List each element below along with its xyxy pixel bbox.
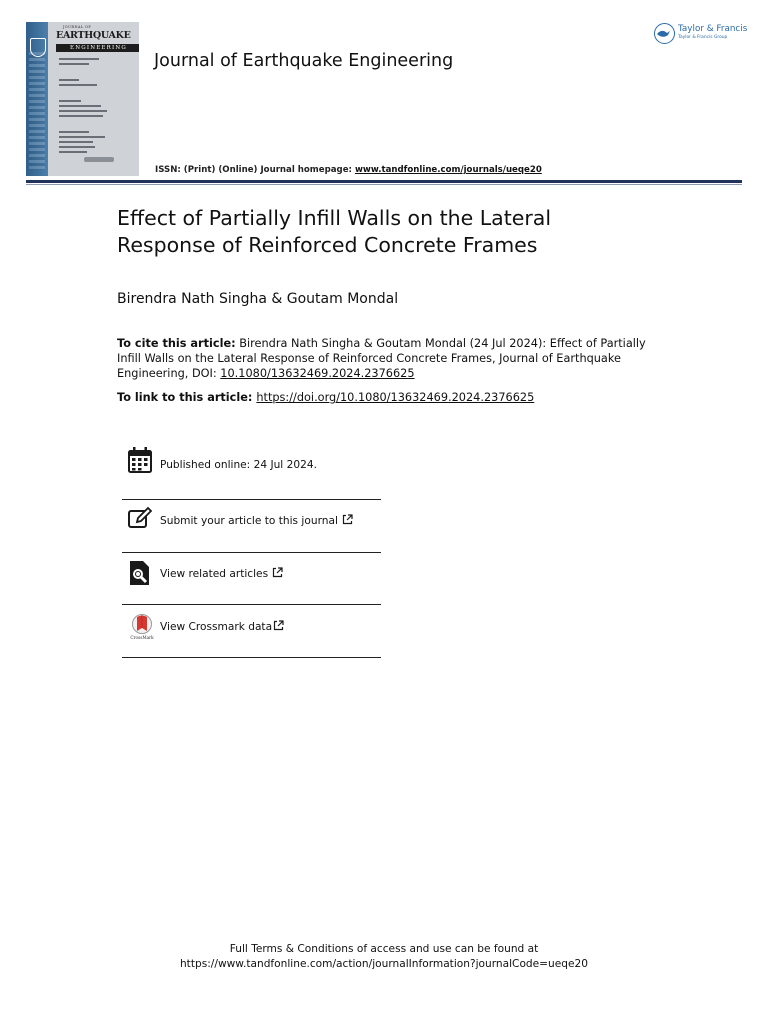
cover-text-lines <box>59 58 119 156</box>
published-online-text: Published online: 24 Jul 2024. <box>160 459 317 471</box>
article-link-line <box>117 391 534 404</box>
footer-terms-text: Full Terms & Conditions of access and use can be found at <box>229 943 539 955</box>
cite-doi-link[interactable]: 10.1080/13632469.2024.2376625 <box>220 367 415 380</box>
header-divider <box>26 180 742 183</box>
citation-block <box>117 336 647 381</box>
calendar-icon <box>128 447 152 473</box>
journal-cover-image <box>26 22 139 176</box>
issn-line <box>155 165 542 175</box>
crossmark-link[interactable] <box>160 620 284 633</box>
crossmark-icon <box>128 614 156 636</box>
submit-article-item[interactable] <box>122 500 381 553</box>
crossmark-logo-text: CrossMark <box>130 635 154 640</box>
crossmark-logo <box>128 614 156 642</box>
cover-title: EARTHQUAKE <box>56 30 131 41</box>
article-doi-link[interactable]: https://doi.org/10.1080/13632469.2024.2376625 <box>256 391 535 404</box>
external-link-icon <box>272 567 283 578</box>
related-articles-link[interactable] <box>160 567 283 580</box>
cite-label: To cite this article: <box>117 337 236 350</box>
submit-article-link[interactable] <box>160 514 353 527</box>
publisher-name: Taylor & Francis <box>678 24 748 34</box>
journal-title: Journal of Earthquake Engineering <box>154 51 454 71</box>
taylor-francis-logo[interactable] <box>654 21 749 47</box>
cover-emblem-icon <box>30 38 46 57</box>
document-search-icon <box>128 560 152 586</box>
issn-text: ISSN: (Print) (Online) Journal homepage: <box>155 165 355 175</box>
taylor-francis-icon <box>654 23 675 44</box>
publisher-group: Taylor & Francis Group <box>678 35 728 40</box>
edit-icon <box>128 506 152 532</box>
crossmark-text: View Crossmark data <box>160 621 273 633</box>
header-divider-thin <box>26 184 742 185</box>
related-articles-text: View related articles <box>160 568 269 580</box>
published-online-item <box>122 447 381 500</box>
cover-publisher-mark <box>84 157 114 162</box>
article-title: Effect of Partially Infill Walls on the Lateral Response of Reinforced Concrete Frames <box>117 206 552 257</box>
link-label: To link to this article: <box>117 391 257 404</box>
external-link-icon <box>342 514 353 525</box>
cover-top-text: JOURNAL OF <box>63 25 92 29</box>
submit-article-text: Submit your article to this journal <box>160 515 338 527</box>
related-articles-item[interactable] <box>122 552 381 605</box>
footer-terms-url[interactable]: https://www.tandfonline.com/action/journalInformation?journalCode=ueqe20 <box>179 958 589 970</box>
article-authors: Birendra Nath Singha & Goutam Mondal <box>117 291 399 307</box>
journal-homepage-link[interactable]: www.tandfonline.com/journals/ueqe20 <box>354 165 542 175</box>
cite-text: Birendra Nath Singha & Goutam Mondal (24 Jul 2024): Effect of Partially Infill Walls on the Lateral Response of Reinforced Concrete Frames, Journal of Earthquake Engineering, DOI: <box>117 337 646 380</box>
cover-subtitle: ENGINEERING <box>56 44 139 52</box>
external-link-icon <box>273 620 284 631</box>
footer <box>0 942 768 972</box>
crossmark-item[interactable] <box>122 605 381 658</box>
